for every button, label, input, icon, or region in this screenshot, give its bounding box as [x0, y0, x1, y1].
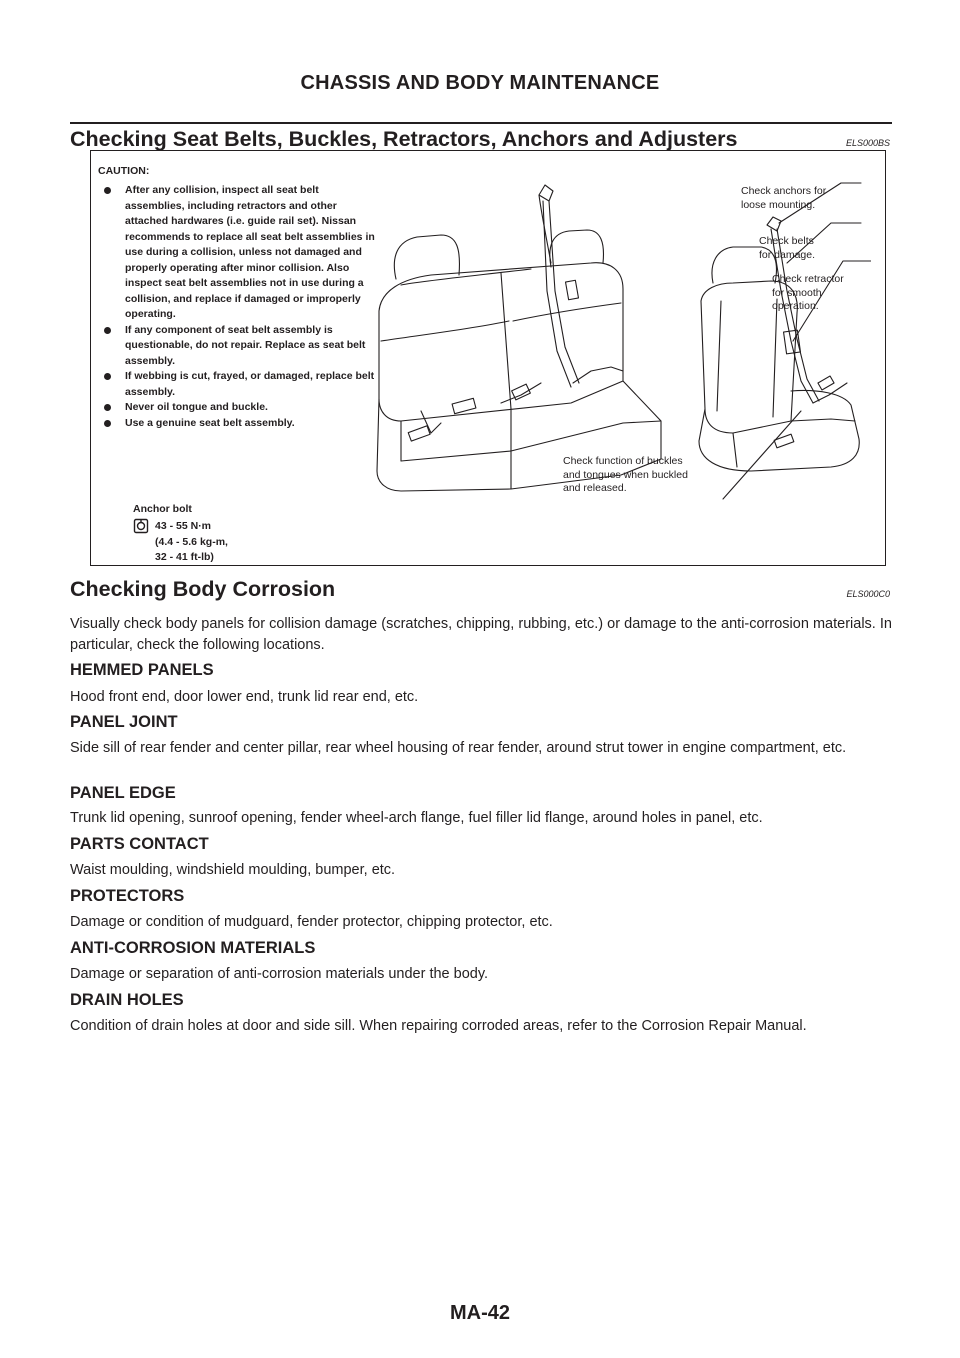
- page-header: CHASSIS AND BODY MAINTENANCE: [300, 72, 660, 94]
- callout-buckles: Check function of buckles and tongues when buckled and released.: [563, 455, 688, 494]
- section-title-seat-belts: Checking Seat Belts, Buckles, Retractors, Anchors and Adjusters: [70, 127, 738, 151]
- heading-drain-holes: DRAIN HOLES: [70, 991, 184, 1009]
- heading-panel-edge: PANEL EDGE: [70, 784, 176, 802]
- section-code-body-corrosion: ELS000C0: [846, 589, 890, 599]
- bullet-icon: [104, 327, 111, 334]
- caution-item: Never oil tongue and buckle.: [101, 400, 377, 416]
- anchor-bolt-title: Anchor bolt: [133, 503, 192, 515]
- bullet-icon: [104, 404, 111, 411]
- heading-anti-corrosion-materials: ANTI-CORROSION MATERIALS: [70, 939, 316, 957]
- caution-item: If any component of seat belt assembly is questionable, do not repair. Replace as seat belt assembly.: [101, 323, 377, 370]
- seat-belt-figure: [90, 150, 886, 566]
- text-anti-corrosion-materials: Damage or separation of anti-corrosion materials under the body.: [70, 966, 489, 982]
- text-drain-holes: Condition of drain holes at door and side sill. When repairing corroded areas, refer to the Corrosion Repair Manual.: [70, 1018, 807, 1034]
- bullet-icon: [104, 420, 111, 427]
- callout-retractor: Check retractor for smooth operation.: [772, 273, 844, 312]
- anchor-spec-line: 32 - 41 ft-lb): [155, 551, 214, 563]
- caution-list: [101, 183, 377, 431]
- bullet-icon: [104, 373, 111, 380]
- header-divider: [70, 122, 892, 124]
- callout-anchors: Check anchors for loose mounting.: [741, 185, 827, 211]
- caution-item: If webbing is cut, frayed, or damaged, replace belt assembly.: [101, 369, 377, 400]
- torque-wrench-icon: [133, 518, 149, 534]
- section-code-seat-belts: ELS000BS: [845, 138, 890, 148]
- text-protectors: Damage or condition of mudguard, fender protector, chipping protector, etc.: [70, 914, 553, 930]
- anchor-spec-line: (4.4 - 5.6 kg-m,: [155, 535, 228, 548]
- text-panel-joint: Side sill of rear fender and center pillar, rear wheel housing of rear fender, around strut tower in engine compartment, etc.: [70, 740, 847, 756]
- body-corrosion-intro: Visually check body panels for collision damage (scratches, chipping, rubbing, etc.) or damage to the anti-corrosion materials. In particular, check the following locations.: [70, 616, 892, 653]
- heading-panel-joint: PANEL JOINT: [70, 713, 178, 731]
- text-panel-edge: Trunk lid opening, sunroof opening, fender wheel-arch flange, fuel filler lid flange, around holes in panel, etc.: [70, 810, 763, 826]
- anchor-bolt-spec: [155, 519, 228, 566]
- caution-item: Use a genuine seat belt assembly.: [101, 416, 377, 432]
- page-number: MA-42: [449, 1302, 510, 1324]
- caution-title: CAUTION:: [98, 165, 150, 177]
- caution-item: After any collision, inspect all seat belt assemblies, including retractors and other attached hardwares (i.e. guide rail set). Nissan recommends to replace all seat belt assemblies in use during a collision, unless not damaged and properly operating after minor collision. Also inspect seat belt assemblies not in use during a collision, and replace if damaged or improperly operating.: [101, 183, 377, 323]
- bullet-icon: [104, 187, 111, 194]
- text-parts-contact: Waist moulding, windshield moulding, bumper, etc.: [70, 862, 396, 878]
- heading-hemmed-panels: HEMMED PANELS: [70, 661, 214, 679]
- callout-belts: Check belts for damage.: [759, 235, 816, 261]
- heading-protectors: PROTECTORS: [70, 887, 185, 905]
- section-title-body-corrosion: Checking Body Corrosion: [70, 577, 336, 601]
- heading-parts-contact: PARTS CONTACT: [70, 835, 209, 853]
- anchor-spec-line: 43 - 55 N·m: [155, 520, 212, 532]
- text-hemmed-panels: Hood front end, door lower end, trunk lid rear end, etc.: [70, 689, 419, 705]
